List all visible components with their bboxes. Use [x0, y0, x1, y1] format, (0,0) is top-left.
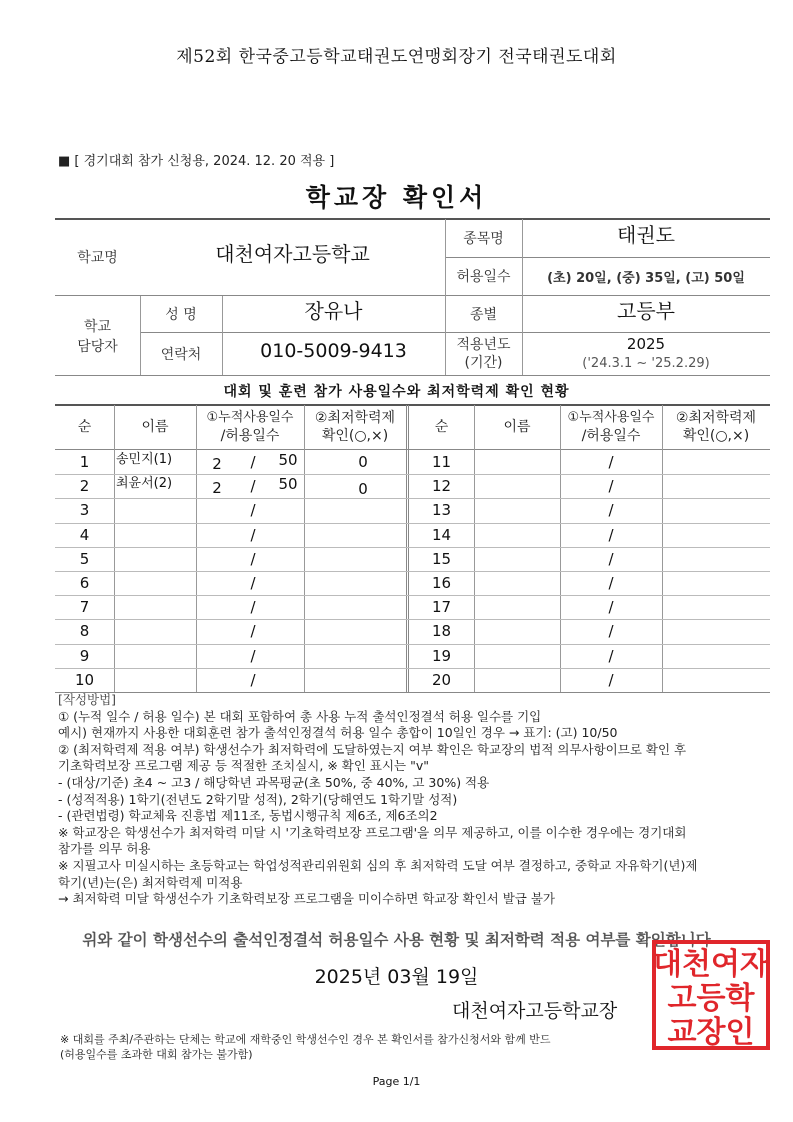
header-min-grade — [304, 405, 406, 449]
row-no-right: 12 — [431, 477, 452, 496]
row-used-days: 2 — [212, 479, 222, 498]
seal-line2: 고등학 — [667, 981, 755, 1016]
allowed-days-value: (초) 20일, (중) 35일, (고) 50일 — [547, 270, 745, 286]
row-no: 2 — [79, 477, 90, 496]
event-label: 종목명 — [463, 231, 504, 247]
row-slash-right: / — [608, 646, 614, 665]
seal-line3: 교장인 — [667, 1015, 755, 1050]
confirm-text: 위와 같이 학생선수의 출석인정결석 허용일수 사용 현황 및 최저학력 적용 여부를 확인합니다 — [82, 931, 711, 949]
row-no-right: 20 — [431, 670, 452, 689]
row-name — [114, 639, 196, 663]
manager-label-line1: 학교 — [83, 318, 112, 335]
method-line: - (성적적용) 1학기(전년도 2학기말 성적), 2학기(당해연도 1학기말 성적) — [58, 791, 458, 807]
row-used-days — [204, 646, 230, 670]
contact-value: 010-5009-9413 — [260, 340, 407, 362]
row-allowed-days — [270, 666, 306, 690]
row-min-grade-check: 0 — [358, 453, 368, 472]
row-slash-right: / — [608, 598, 614, 617]
form-note: ■ [ 경기대회 참가 신청용, 2024. 12. 20 적용 ] — [58, 154, 335, 169]
row-slash-right: / — [608, 453, 614, 472]
row-used-days — [204, 500, 230, 524]
row-allowed-days — [270, 569, 306, 593]
method-line: 참가를 의무 허용 — [58, 841, 151, 857]
row-no: 1 — [79, 453, 90, 472]
header-min-line2: 확인(○,×) — [321, 428, 389, 444]
manager-label — [55, 296, 140, 375]
row-name — [114, 518, 196, 542]
row-min-grade-check — [304, 498, 422, 522]
method-line: ② (최저학력제 적용 여부) 학생선수가 최저학력에 도달하였는지 여부 확인은 학교장의 법적 의무사항이므로 확인 후 — [58, 741, 687, 757]
year-value — [522, 333, 770, 375]
row-no-right: 17 — [431, 598, 452, 617]
row-min-grade-check — [304, 668, 422, 692]
row-allowed-days: 50 — [278, 475, 298, 494]
method-line: ① (누적 일수 / 허용 일수) 본 대회 포함하여 총 사용 누적 출석인정결석 허용 일수를 기입 — [58, 708, 542, 724]
allowed-days-label: 허용일수 — [456, 269, 511, 285]
manager-label-line2: 담당자 — [77, 338, 118, 355]
row-used-days — [204, 621, 230, 645]
row-no: 10 — [74, 670, 95, 689]
method-line: 학기(년)는(은) 최저학력제 미적용 — [58, 874, 243, 890]
row-slash-right: / — [608, 477, 614, 496]
row-slash: / — [250, 670, 256, 689]
row-no-right: 14 — [431, 525, 452, 544]
year-label — [445, 333, 522, 375]
row-min-grade-check: 0 — [358, 480, 368, 499]
header-min-grade-right — [662, 405, 770, 449]
manager-name-label: 성 명 — [165, 307, 197, 323]
year-label-line1: 적용년도 — [456, 337, 511, 353]
row-min-grade-check — [304, 547, 422, 571]
row-slash: / — [250, 477, 256, 496]
row-allowed-days — [270, 617, 306, 641]
row-used-days — [204, 670, 230, 694]
row-min-grade-check — [304, 595, 422, 619]
method-line: - (대상/기준) 초4 ~ 고3 / 해당학년 과목평균(초 50%, 중 40%, 고 30%) 적용 — [58, 774, 490, 790]
row-slash-right: / — [608, 622, 614, 641]
row-allowed-days — [270, 642, 306, 666]
footnote-line1: ※ 대회를 주최/주관하는 단체는 학교에 재학중인 학생선수인 경우 본 확인서를 참가신청서와 함께 반드 — [60, 1033, 551, 1046]
confirm-date: 2025년 03월 19일 — [314, 966, 479, 988]
header-no-right: 순 — [434, 419, 449, 435]
row-no: 7 — [79, 598, 90, 617]
method-line: 기초학력보장 프로그램 제공 등 적절한 조치실시, ※ 확인 표시는 "v" — [58, 758, 429, 774]
school-seal — [652, 940, 770, 1050]
year-value-period: ('24.3.1 ~ '25.2.29) — [582, 356, 710, 371]
document-title: 학교장 확인서 — [305, 183, 488, 212]
row-slash: / — [250, 501, 256, 520]
row-name: 송민지(1) — [116, 451, 173, 467]
header-days-right — [560, 405, 662, 449]
row-slash-right: / — [608, 549, 614, 568]
event-value: 태권도 — [617, 222, 675, 247]
row-no-right: 13 — [431, 501, 452, 520]
row-slash: / — [250, 453, 256, 472]
row-no: 4 — [79, 525, 90, 544]
document-header: 제52회 한국중고등학교태권도연맹회장기 전국태권도대회 — [176, 47, 617, 67]
row-slash-right: / — [608, 670, 614, 689]
header-min-line1: ②최저학력제 — [314, 410, 396, 426]
seal-line1: 대천여자 — [653, 947, 769, 982]
row-min-grade-check — [304, 619, 422, 643]
header-min-right-line2: 확인(○,×) — [682, 428, 750, 444]
row-min-grade-check — [304, 571, 422, 595]
row-min-grade-check — [304, 523, 422, 547]
row-name — [114, 590, 196, 614]
row-name — [114, 493, 196, 517]
school-name-label: 학교명 — [77, 250, 118, 266]
manager-name-value: 장유나 — [304, 298, 363, 323]
header-days — [196, 405, 304, 449]
footnote-line2: (허용일수를 초과한 대회 참가는 불가함) — [60, 1048, 253, 1061]
header-min-right-line1: ②최저학력제 — [675, 410, 757, 426]
row-allowed-days — [270, 593, 306, 617]
row-allowed-days — [270, 521, 306, 545]
row-used-days — [204, 525, 230, 549]
row-used-days — [204, 597, 230, 621]
row-no-right: 19 — [431, 646, 452, 665]
row-slash: / — [250, 646, 256, 665]
row-name — [114, 542, 196, 566]
method-line: 예시) 현재까지 사용한 대회훈련 참가 출석인정결석 허용 일수 총합이 10일인 경우 → 표기: (고) 10/50 — [58, 725, 618, 741]
method-line: - (관련법령) 학교체육 진흥법 제11조, 동법시행규칙 제6조, 제6조의2 — [58, 808, 438, 824]
header-name-right: 이름 — [503, 419, 531, 435]
row-slash-right: / — [608, 574, 614, 593]
page-number: Page 1/1 — [372, 1075, 421, 1088]
school-principal-sign: 대천여자고등학교장 — [452, 1000, 618, 1022]
row-slash: / — [250, 549, 256, 568]
header-days-line1: ①누적사용일수 — [206, 410, 294, 425]
row-name — [114, 663, 196, 687]
row-used-days — [204, 573, 230, 597]
division-label: 종별 — [469, 307, 498, 323]
header-days-right-line2: /허용일수 — [581, 428, 641, 444]
row-slash: / — [250, 525, 256, 544]
row-no-right: 16 — [431, 574, 452, 593]
row-allowed-days — [270, 545, 306, 569]
method-line: ※ 학교장은 학생선수가 최저학력 미달 시 '기초학력보장 프로그램'을 의무 제공하고, 이를 이수한 경우에는 경기대회 — [58, 824, 687, 840]
row-allowed-days — [270, 496, 306, 520]
row-slash: / — [250, 574, 256, 593]
row-used-days: 2 — [212, 455, 222, 474]
row-slash-right: / — [608, 525, 614, 544]
status-title: 대회 및 훈련 참가 사용일수와 최저학력제 확인 현황 — [223, 384, 570, 400]
row-no: 3 — [79, 501, 90, 520]
header-name: 이름 — [141, 419, 169, 435]
year-value-year: 2025 — [626, 335, 666, 353]
row-name — [114, 566, 196, 590]
row-no-right: 11 — [431, 453, 452, 472]
row-slash-right: / — [608, 501, 614, 520]
division-value: 고등부 — [617, 298, 675, 323]
method-line: ※ 지필고사 미실시하는 초등학교는 학업성적관리위원회 심의 후 최저학력 도달 여부 결정하고, 중학교 자유학기(년)제 — [58, 857, 698, 873]
row-no-right: 18 — [431, 622, 452, 641]
row-no: 6 — [79, 574, 90, 593]
row-slash: / — [250, 598, 256, 617]
row-name — [114, 614, 196, 638]
row-no: 5 — [79, 549, 90, 568]
header-days-line2: /허용일수 — [220, 428, 280, 444]
method-line: → 최저학력 미달 학생선수가 기초학력보장 프로그램을 미이수하면 학교장 확인서 발급 불가 — [58, 891, 555, 907]
year-label-line2: (기간) — [464, 355, 503, 371]
row-slash: / — [250, 622, 256, 641]
method-heading: [작성방법] — [58, 692, 117, 707]
row-name: 최윤서(2) — [116, 475, 173, 491]
school-name-value: 대천여자고등학교 — [215, 241, 370, 266]
row-no: 8 — [79, 622, 90, 641]
footnote — [60, 1032, 551, 1062]
row-no-right: 15 — [431, 549, 452, 568]
row-min-grade-check — [304, 644, 422, 668]
row-allowed-days: 50 — [278, 451, 298, 470]
row-no: 9 — [79, 646, 90, 665]
writing-method — [58, 692, 697, 908]
header-days-right-line1: ①누적사용일수 — [567, 410, 655, 425]
row-used-days — [204, 549, 230, 573]
contact-label: 연락처 — [160, 347, 202, 363]
header-no: 순 — [77, 419, 92, 435]
